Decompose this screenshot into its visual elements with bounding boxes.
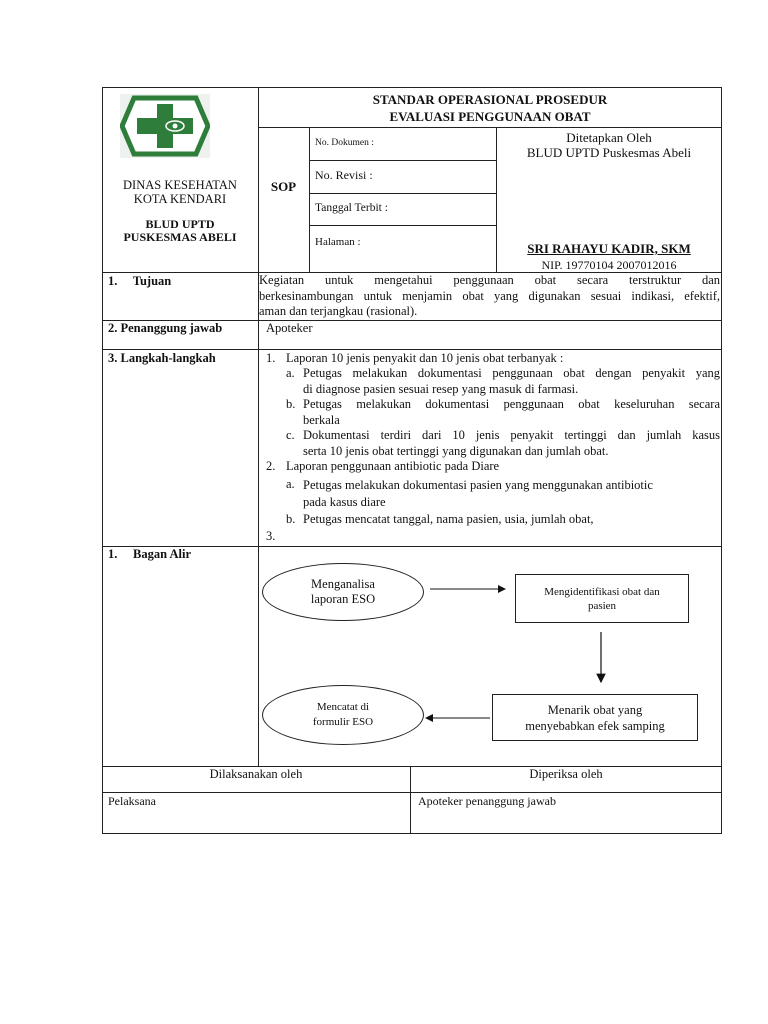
tujuan-label: 1. Tujuan (108, 274, 172, 288)
unit-name: BLUD UPTD PUSKESMAS ABELI (123, 217, 237, 244)
step-2a-num: a. (286, 477, 295, 491)
no-dokumen-field: No. Dokumen : (315, 138, 374, 148)
flow-node-mengidentifikasi: Mengidentifikasi obat dan pasien (515, 574, 689, 623)
ditetapkan-oleh: Ditetapkan Oleh BLUD UPTD Puskesmas Abeli (526, 130, 692, 160)
step-1b: Petugas melakukan dokumentasi penggunaan obat keseluruhan secara berkala (303, 397, 720, 427)
signer-nip: NIP. 19770104 2007012016 (541, 258, 677, 272)
step-2a: Petugas melakukan dokumentasi pasien yang menggunakan antibiotic pada kasus diare (303, 478, 653, 509)
penanggung-jawab-value: Apoteker (266, 321, 313, 335)
pelaksana: Pelaksana (108, 794, 156, 808)
sop-label: SOP (270, 179, 297, 194)
flow-node-menganalisa: Menganalisa laporan ESO (262, 563, 424, 621)
step-2: Laporan penggunaan antibiotic pada Diare (286, 459, 500, 473)
step-1: Laporan 10 jenis penyakit dan 10 jenis obat terbanyak : (286, 351, 564, 365)
step-1a: Petugas melakukan dokumentasi penggunaan obat dengan penyakit yang di diagnose pasien sesuai resep yang masuk di farmasi. (303, 366, 720, 396)
step-2b: Petugas mencatat tanggal, nama pasien, usia, jumlah obat, (303, 512, 594, 526)
penanggung-jawab-label: 2. Penanggung jawab (108, 321, 223, 335)
flow-node-menarik: Menarik obat yang menyebabkan efek samping (492, 694, 698, 741)
apoteker-penanggung-jawab: Apoteker penanggung jawab (418, 794, 556, 808)
step-1c: Dokumentasi terdiri dari 10 jenis penyakit tertinggi dan jumlah kasus serta 10 jenis obat tertinggi yang digunakan dan jumlah obat. (303, 428, 720, 458)
langkah-label: 3. Langkah-langkah (108, 351, 216, 365)
step-1c-num: c. (286, 428, 295, 442)
document-title: STANDAR OPERASIONAL PROSEDUR EVALUASI PENGGUNAAN OBAT (372, 92, 608, 124)
step-1b-num: b. (286, 397, 296, 411)
step-2b-num: b. (286, 512, 296, 526)
step-1-num: 1. (266, 351, 276, 365)
halaman-field: Halaman : (315, 236, 361, 248)
step-2-num: 2. (266, 459, 276, 473)
tanggal-terbit-field: Tanggal Terbit : (315, 202, 388, 214)
diperiksa-oleh: Diperiksa oleh (529, 767, 603, 781)
org-name: DINAS KESEHATAN KOTA KENDARI (123, 178, 237, 206)
no-revisi-field: No. Revisi : (315, 168, 373, 182)
step-3-num: 3. (266, 529, 276, 543)
dilaksanakan-oleh: Dilaksanakan oleh (209, 767, 303, 781)
step-1a-num: a. (286, 366, 295, 380)
bagan-alir-label: 1. Bagan Alir (108, 547, 191, 561)
tujuan-text: Kegiatan untuk mengetahui penggunaan obat secara terstruktur dan berkesinambungan untuk menjamin obat yang digunakan sesuai indikasi, efektif, aman dan terjangkau (rasional). (259, 273, 720, 318)
flow-node-mencatat: Mencatat di formulir ESO (262, 685, 424, 745)
signer-name: SRI RAHAYU KADIR, SKM (527, 241, 691, 256)
